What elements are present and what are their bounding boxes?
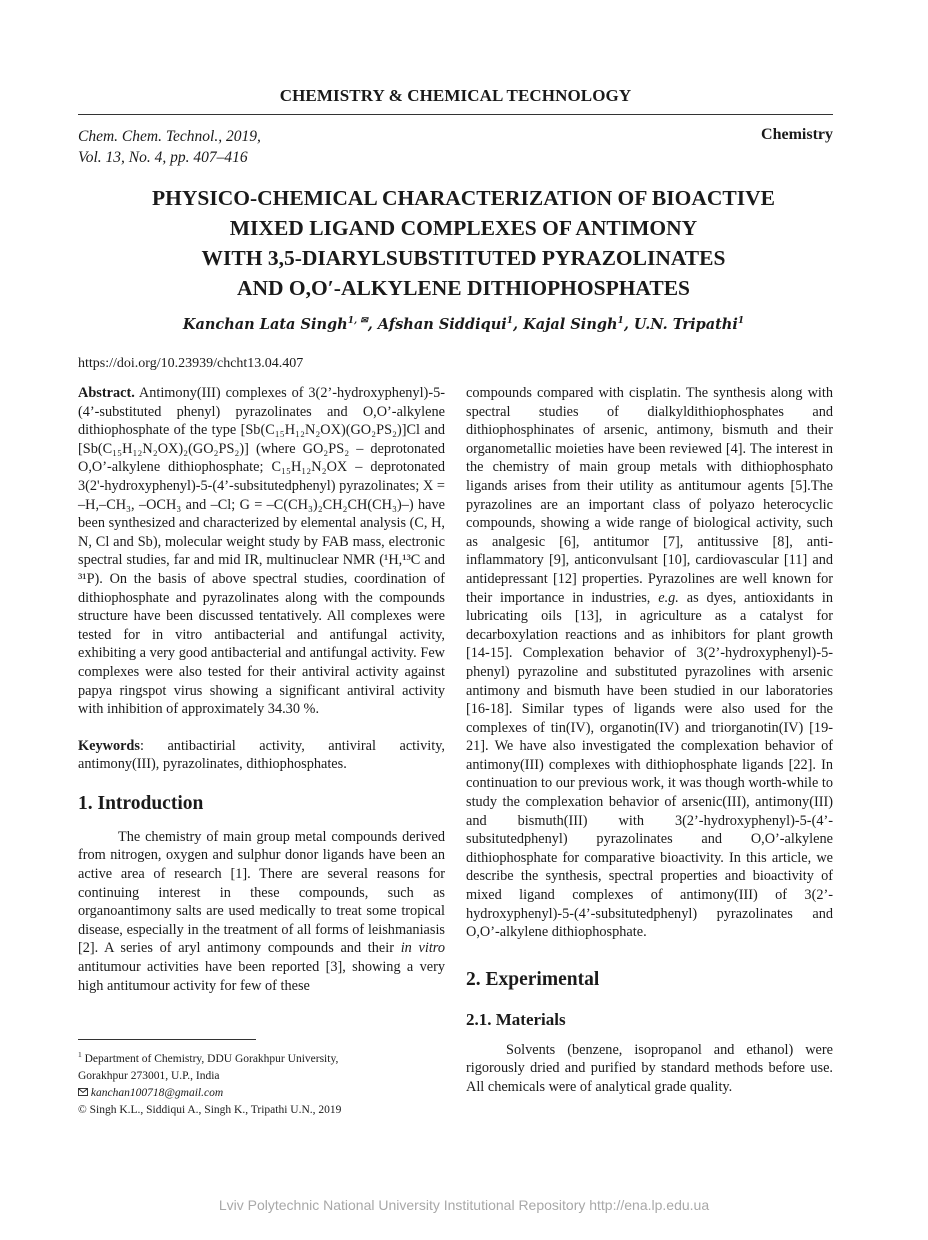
- citation: [78, 126, 261, 168]
- intro-text: as dyes, antioxidants in lubricating oils [13], in agriculture as a catalyst for decarboxylation reactions and as inhibitors for plant growth [14-15]. Complexation behavior of 3(2’-hydroxyphenyl)-5-phenyl) pyrazoline and substituted pyrazolines with arsenic antimony and bismuth have been studied in our laboratories [16-18]. Similar types of ligands were also used for the complexes of tin(IV), organotin(IV) and triorganotin(IV) [19-21]. We have also investigated the complexation behavior of antimony(III) complexes with dithiophosphate ligands [22]. In continuation to our previous work, it was though worth-while to study the complexation behavior of arsenic(III), antimony(III) and bismuth(III) with 3(2’-hydroxyphenyl)-5-(4’-subsitutedphenyl) pyrazolinates and O,O’-alkylene dithiophosphate for comparative bioactivity. In this article, we describe the synthesis, spectral properties and bioactivity of mixed ligand complexes of antimony(III) of 3(2’-hydroxyphenyl)-5-(4’-subsitutedphenyl) pyrazolinates and O,O’-alkylene dithiophosphate.: [466, 589, 833, 941]
- keywords-text: : antibactirial activity, antiviral activity, antimony(III), pyrazolinates, dithiophosphates.: [78, 737, 445, 773]
- section-label: Chemistry: [761, 126, 833, 143]
- left-column: [78, 384, 445, 995]
- author-list: [78, 316, 849, 333]
- author-email[interactable]: kanchan100718@gmail.com: [90, 1086, 224, 1099]
- experimental-heading: 2. Experimental: [466, 968, 600, 990]
- keywords: [78, 737, 445, 774]
- envelope-icon: [78, 1088, 88, 1096]
- author-affiliation-mark: 1: [617, 316, 624, 327]
- introduction-continued: [466, 384, 833, 942]
- author-affiliation-mark: 1, ✉: [347, 316, 368, 327]
- intro-italic: e.g.: [658, 589, 679, 606]
- author-name: , Kajal Singh: [513, 316, 618, 333]
- author-affiliation-mark: 1: [737, 316, 745, 327]
- footnote-rule: [78, 1039, 256, 1040]
- right-column: [466, 384, 833, 1097]
- intro-text: compounds compared with cisplatin. The synthesis along with spectral studies of dialkyldithiophosphates and dithiophosphinates of arsenic, antimony, bismuth and their organometallic moieties have been reviewed [4]. The interest in the chemistry of main group metals with dithiophosphato ligands arises from their utility as antitumour agents [5].The pyrazolines are an important class of polyazo heterocyclic compounds, showing a wide range of biological activity, such as analgesic [6], antitumor [7], antitussive [8], anti-inflammatory [9], anticonvulsant [10], cardiovascular [11] and antidepressant [12] properties. Pyrazolines are well known for their importance in industries,: [466, 385, 833, 606]
- repository-footer: Lviv Polytechnic National University Institutional Repository http://ena.lp.edu.ua: [218, 1197, 710, 1213]
- introduction-heading: 1. Introduction: [78, 792, 204, 814]
- author-name: , U.N. Tripathi: [623, 316, 738, 333]
- citation-line-1: Chem. Chem. Technol., 2019,: [78, 128, 261, 145]
- email-line: [78, 1085, 445, 1102]
- footnote-mark: 1: [78, 1050, 82, 1059]
- author-name: , Afshan Siddiqui: [367, 316, 507, 333]
- intro-italic: in vitro: [400, 940, 445, 957]
- affiliation-line: Department of Chemistry, DDU Gorakhpur University,: [81, 1052, 339, 1065]
- introduction-paragraph: [78, 828, 445, 995]
- title-line: AND O,O′-ALKYLENE DITHIOPHOSPHATES: [236, 276, 691, 300]
- materials-paragraph: Solvents (benzene, isopropanol and ethanol) were rigorously dried and purified by standard methods before use. All chemicals were of analytical grade quality.: [466, 1041, 833, 1095]
- journal-name: CHEMISTRY & CHEMICAL TECHNOLOGY: [279, 86, 632, 105]
- author-name: Kanchan Lata Singh: [182, 316, 348, 333]
- author-affiliation-mark: 1: [506, 316, 514, 327]
- title-line: MIXED LIGAND COMPLEXES OF ANTIMONY: [229, 216, 698, 240]
- affiliation-footnote: [78, 1046, 445, 1068]
- abstract-label: Abstract.: [78, 385, 135, 401]
- intro-text: antitumour activities have been reported [3], showing a very high antitumour activity for few of these: [78, 959, 445, 994]
- header-rule: [78, 114, 833, 115]
- affiliation-line-2: Gorakhpur 273001, U.P., India: [78, 1069, 220, 1082]
- abstract: [78, 384, 445, 719]
- intro-text: The chemistry of main group metal compounds derived from nitrogen, oxygen and sulphur donor ligands have been an active area of research [1]. There are several reasons for continuing interest in these compounds, such as organoantimony salts are used medically to treat some tropical disease, especially in the treatment of all forms of leishmaniasis [2]. A series of aryl antimony compounds and their: [78, 828, 445, 957]
- citation-line-2: Vol. 13, No. 4, pp. 407–416: [78, 149, 248, 166]
- title-line: WITH 3,5-DIARYLSUBSTITUTED PYRAZOLINATES: [201, 246, 726, 270]
- abstract-text: Antimony(III) complexes of 3(2’-hydroxyphenyl)-5-(4’-substituted phenyl) pyrazolinates and O,O’-alkylene dithiophosphate of the type [Sb(C₁₅H₁₂N₂OX)(GO₂PS₂)]Cl and [Sb(C₁₅H₁₂N₂OX)₂(GO₂PS₂)] (where GO₂PS₂ – deprotonated O,O’-alkylene dithiophosphate; C₁₅H₁₂N₂OX – deprotonated 3(2'-hydroxyphenyl)-5-(4’-subsitutedphenyl) pyrazolinates; X = –H,–CH₃, –OCH₃ and –Cl; G = –C(CH₃)₂CH₂CH(CH₃)–) have been synthesized and characterized by elemental analysis (C, H, N, Cl and Sb), molecular weight study by FAB mass, electronic spectral studies, far and mid IR, multinuclear NMR (¹H,¹³C and ³¹P). On the basis of above spectral studies, coordination of dithiophosphate and pyrazolinates along with the compounds structure have been discussed tentatively. All complexes were tested for in vitro antibacterial and antifungal activity, exhibiting a very good antibacterial and antifungal activity. Few complexes were also tested for their antiviral activity against papya ringspot virus showing a significant antiviral activity with inhibition of approximately 34.30 %.: [78, 385, 445, 718]
- footnotes: [78, 1046, 445, 1119]
- copyright-line: © Singh K.L., Siddiqui A., Singh K., Tripathi U.N., 2019: [78, 1103, 342, 1116]
- doi-link[interactable]: https://doi.org/10.23939/chcht13.04.407: [78, 356, 304, 371]
- title-line: PHYSICO-CHEMICAL CHARACTERIZATION OF BIOACTIVE: [152, 186, 775, 210]
- materials-heading: 2.1. Materials: [466, 1009, 566, 1029]
- keywords-label: Keywords: [78, 737, 140, 754]
- paper-title: [78, 183, 849, 303]
